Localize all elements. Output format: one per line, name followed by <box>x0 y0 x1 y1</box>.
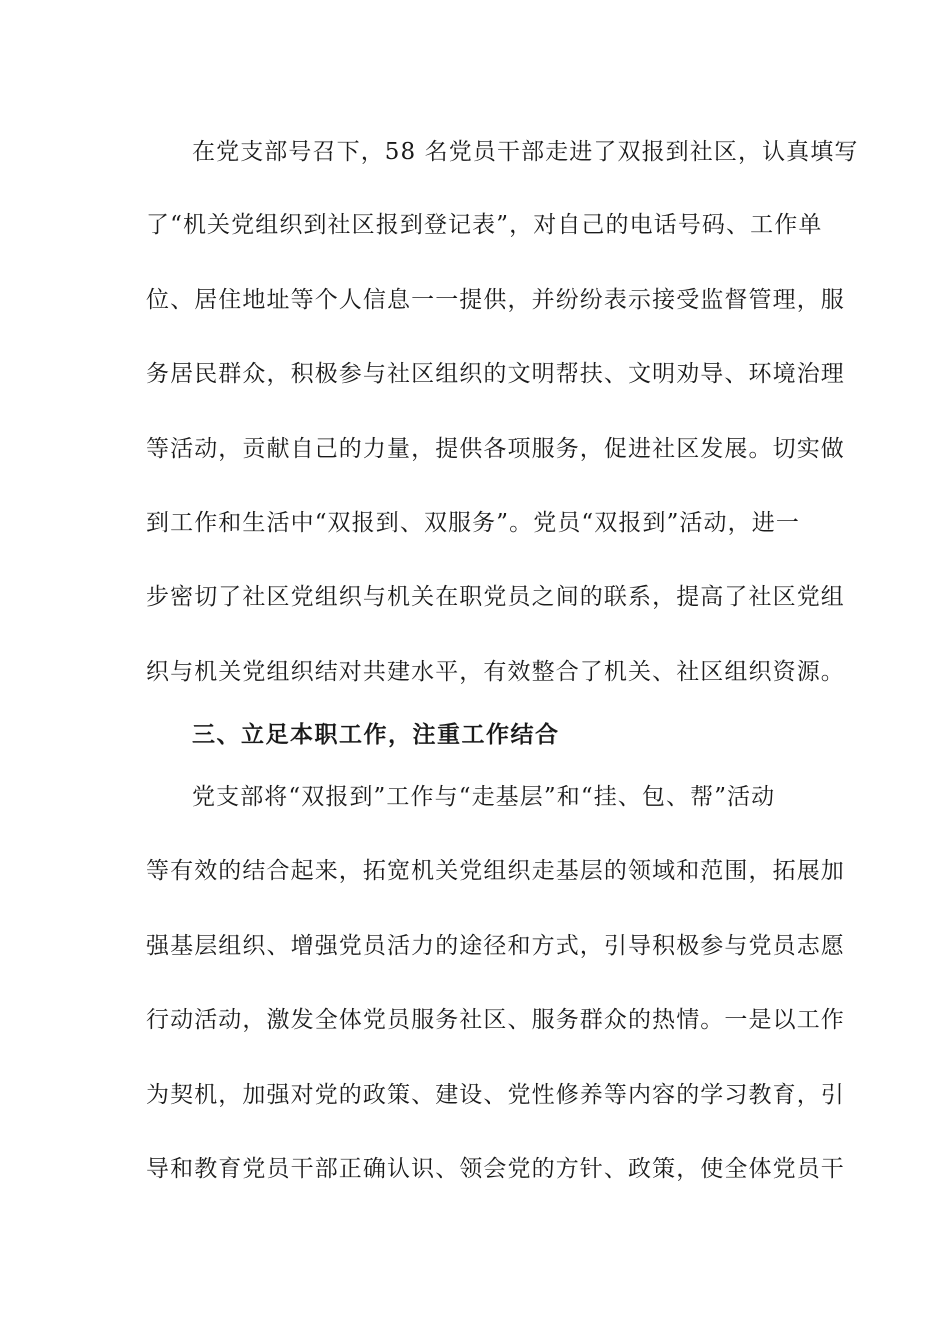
paragraph-2-line-4: 行动活动，激发全体党员服务社区、服务群众的热情。一是以工作 <box>146 1007 845 1033</box>
paragraph-2-line-6: 导和教育党员干部正确认识、领会党的方针、政策，使全体党员干 <box>146 1156 845 1182</box>
paragraph-1-line-8: 织与机关党组织结对共建水平，有效整合了机关、社区组织资源。 <box>146 659 845 685</box>
paragraph-2-line-5: 为契机，加强对党的政策、建设、党性修养等内容的学习教育，引 <box>146 1082 845 1108</box>
paragraph-2-line-1: 党支部将“双报到”工作与“走基层”和“挂、包、帮”活动 <box>192 784 776 810</box>
section-heading: 三、立足本职工作，注重工作结合 <box>192 722 560 748</box>
paragraph-1-line-4: 务居民群众，积极参与社区组织的文明帮扶、文明劝导、环境治理 <box>146 361 845 387</box>
paragraph-2-line-3: 强基层组织、增强党员活力的途径和方式，引导积极参与党员志愿 <box>146 933 845 959</box>
paragraph-1-line-2: 了“机关党组织到社区报到登记表”，对自己的电话号码、工作单 <box>146 212 823 238</box>
paragraph-1-line-7: 步密切了社区党组织与机关在职党员之间的联系，提高了社区党组 <box>146 584 845 610</box>
paragraph-1-line-1: 在党支部号召下，58 名党员干部走进了双报到社区，认真填写 <box>192 139 859 165</box>
paragraph-1-line-5: 等活动，贡献自己的力量，提供各项服务，促进社区发展。切实做 <box>146 436 845 462</box>
paragraph-1-line-6: 到工作和生活中“双报到、双服务”。党员“双报到”活动，进一 <box>146 510 800 536</box>
paragraph-1-line-3: 位、居住地址等个人信息一一提供，并纷纷表示接受监督管理，服 <box>146 287 845 313</box>
paragraph-2-line-2: 等有效的结合起来，拓宽机关党组织走基层的领域和范围，拓展加 <box>146 858 845 884</box>
